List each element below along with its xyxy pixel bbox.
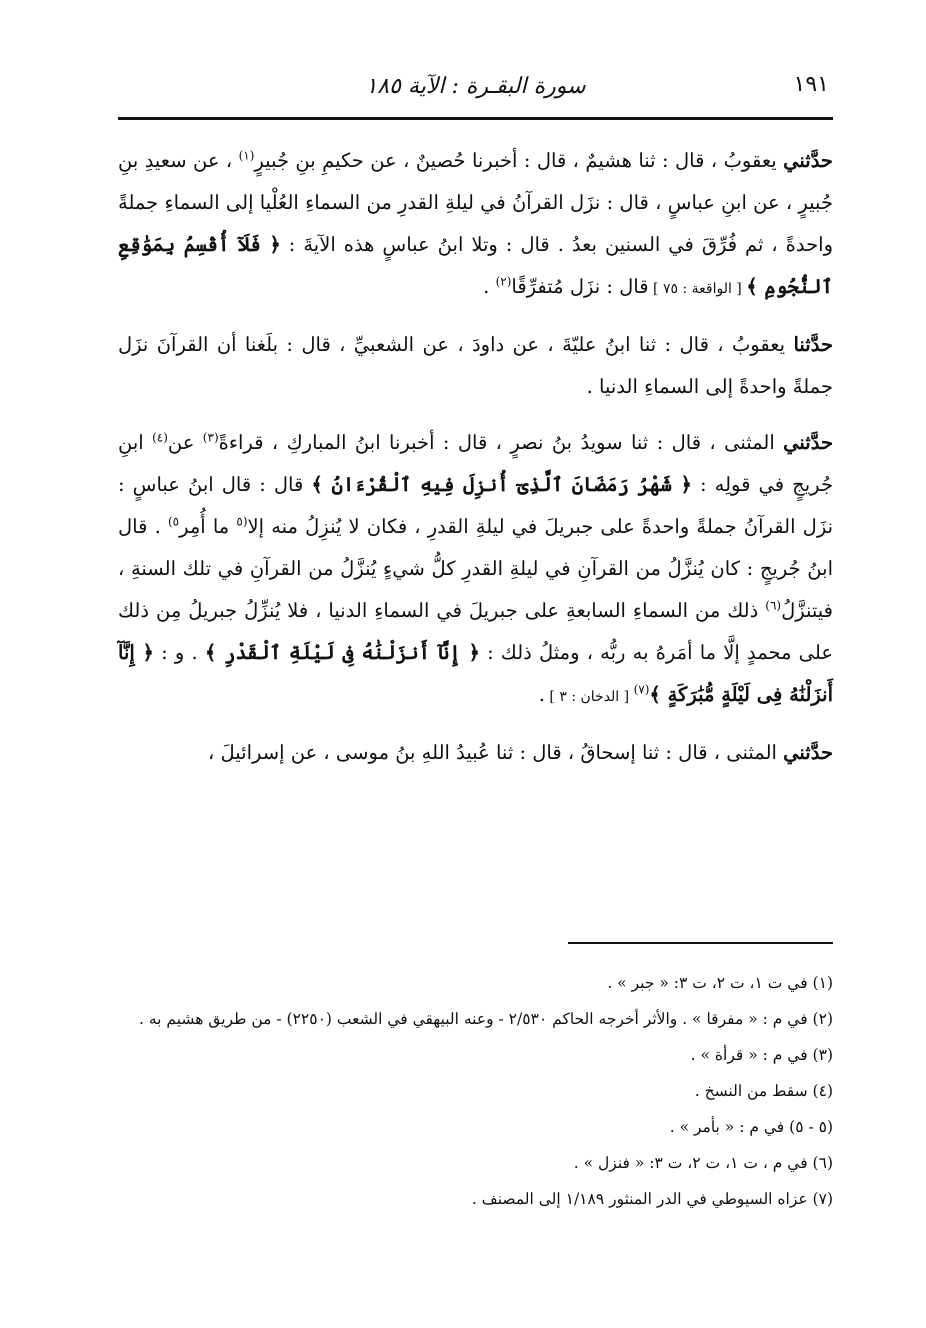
footnote-2: (٢) في م : « مفرقا » . والأثر أخرجه الحاكم ٢/٥٣٠ - وعنه البيهقي في الشعب (٢٢٥٠) - من طريق هشيم به .: [138, 1010, 833, 1028]
footnote-5: (٥ - ٥) في م : « بأمر » .: [669, 1118, 833, 1136]
footnote-marker: (٧): [633, 682, 650, 697]
narrator-lead: حدَّثني: [783, 431, 833, 454]
footnotes: [118, 968, 833, 1220]
footnote-7: (٧) عزاه السيوطي في الدر المنثور ١/١٨٩ إلى المصنف .: [471, 1190, 833, 1208]
text-segment: ابنِ جُريجٍ في قولِه :: [118, 431, 833, 496]
footnote-marker: ٥): [167, 514, 180, 529]
verse-reference: [ الواقعة : ٧٥ ]: [648, 281, 747, 297]
quran-verse: ﴿ إِنَّآ أَنزَلْنَٰهُ فِى لَيْلَةِ ٱلْقَدْرِ ﴾: [204, 641, 480, 664]
quran-verse: ﴿ شَهْرُ رَمَضَانَ ٱلَّذِىٓ أُنزِلَ فِيهِ ٱلْقُرْءَانُ ﴾: [311, 473, 692, 496]
footnote-4: (٤) سقط من النسخ .: [694, 1082, 833, 1100]
text-segment: ، عن سعيدِ بنِ جُبيرٍ ، عن ابنِ عباسٍ ، قال : نزَل القرآنُ في ليلةِ القدرِ من السماءِ العُلْيا إلى السماءِ جملةً واحدةً ، ثم فُرِّقَ في السنين بعدُ . قال : وتلا ابنُ عباسٍ هذه الآيةَ :: [118, 149, 834, 256]
text-segment: يعقوبُ ، قال : ثنا ابنُ عليّةَ ، عن داودَ ، عن الشعبيِّ ، قال : بلَغنا أن القرآنَ نزَل جملةً واحدةً إلى السماءِ الدنيا .: [118, 333, 833, 398]
footnote-marker: (٣): [202, 430, 219, 445]
text-segment: يعقوبُ ، قال : ثنا هشيمٌ ، قال : أخبرنا حُصينٌ ، عن حكيمِ بنِ جُبيرٍ: [254, 149, 784, 172]
paragraph-3: [118, 422, 833, 718]
footnote-marker: (٥: [236, 514, 248, 529]
quran-verse: ﴿ إِنَّآ أَنزَلْنَٰهُ فِى لَيْلَةٍ مُّبَٰرَكَةٍ ﴾: [118, 641, 833, 706]
text-segment: المثنى ، قال : ثنا إسحاقُ ، قال : ثنا عُبيدُ اللهِ بنُ موسى ، عن إسرائيلَ ،: [208, 741, 784, 764]
narrator-lead: حدَّثني: [783, 149, 833, 172]
footnote-rule: [568, 942, 833, 944]
paragraph-2: [118, 324, 833, 408]
narrator-lead: حدَّثنا: [793, 333, 833, 356]
page-header: [118, 68, 833, 112]
text-segment: المثنى ، قال : ثنا سويدُ بنُ نصرٍ ، قال : أخبرنا ابنُ المباركِ ، قراءةً: [218, 431, 784, 454]
verse-reference: [ الدخان : ٣ ]: [544, 689, 634, 705]
footnote-marker: (٤): [152, 430, 168, 445]
text-segment: . قال ابنُ جُريجٍ : كان يُنزَّلُ من القرآنِ في ليلةِ القدرِ كلُّ شيءٍ يُنزَّلُ من القرآنِ في تلك السنةِ ، فيتنزَّلُ: [118, 515, 833, 622]
text-segment: قال : نزَل مُتفرِّقًا: [511, 275, 649, 298]
paragraph-1: [118, 140, 833, 310]
footnote-6: (٦) في م ، ت ١، ت ٢، ت ٣: « فنزل » .: [573, 1154, 833, 1172]
narrator-lead: حدَّثني: [783, 741, 833, 764]
running-title: سورة البقـرة : الآية ١٨٥: [365, 74, 586, 99]
text-segment: .: [538, 683, 545, 706]
footnote-marker: (٦): [765, 598, 782, 613]
main-text: [118, 140, 833, 788]
footnote-1: (١) في ت ١، ت ٢، ت ٣: « جبر » .: [607, 974, 833, 992]
footnote-marker: (١): [238, 148, 255, 163]
quran-verse: ﴿ فَلَآ أُقْسِمُ بِمَوَٰقِعِ ٱلنُّجُومِ ﴾: [118, 233, 833, 298]
page-number: ١٩١: [793, 72, 829, 97]
text-segment: ذلك من السماءِ السابعةِ على جبريلَ في السماءِ الدنيا ، فلا يُنزِّلُ جبريلُ مِن ذلك على محمدٍ إلَّا ما أمَرهُ به ربُّه ، ومثلُ ذلك :: [118, 599, 834, 664]
header-rule: [118, 117, 833, 120]
footnote-marker: (٢): [495, 274, 512, 289]
paragraph-4: [118, 732, 833, 774]
text-segment: عن: [167, 431, 203, 454]
footnote-3: (٣) في م : « قرأة » .: [690, 1046, 833, 1064]
text-segment: .: [483, 275, 496, 298]
text-segment: ما أُمِر: [179, 515, 237, 538]
text-segment: قال : قال ابنُ عباسٍ : نزَل القرآنُ جملةً واحدةً على جبريلَ في ليلةِ القدرِ ، فكان لا يُنزِلُ منه إلا: [118, 473, 834, 538]
text-segment: . و :: [153, 641, 205, 664]
